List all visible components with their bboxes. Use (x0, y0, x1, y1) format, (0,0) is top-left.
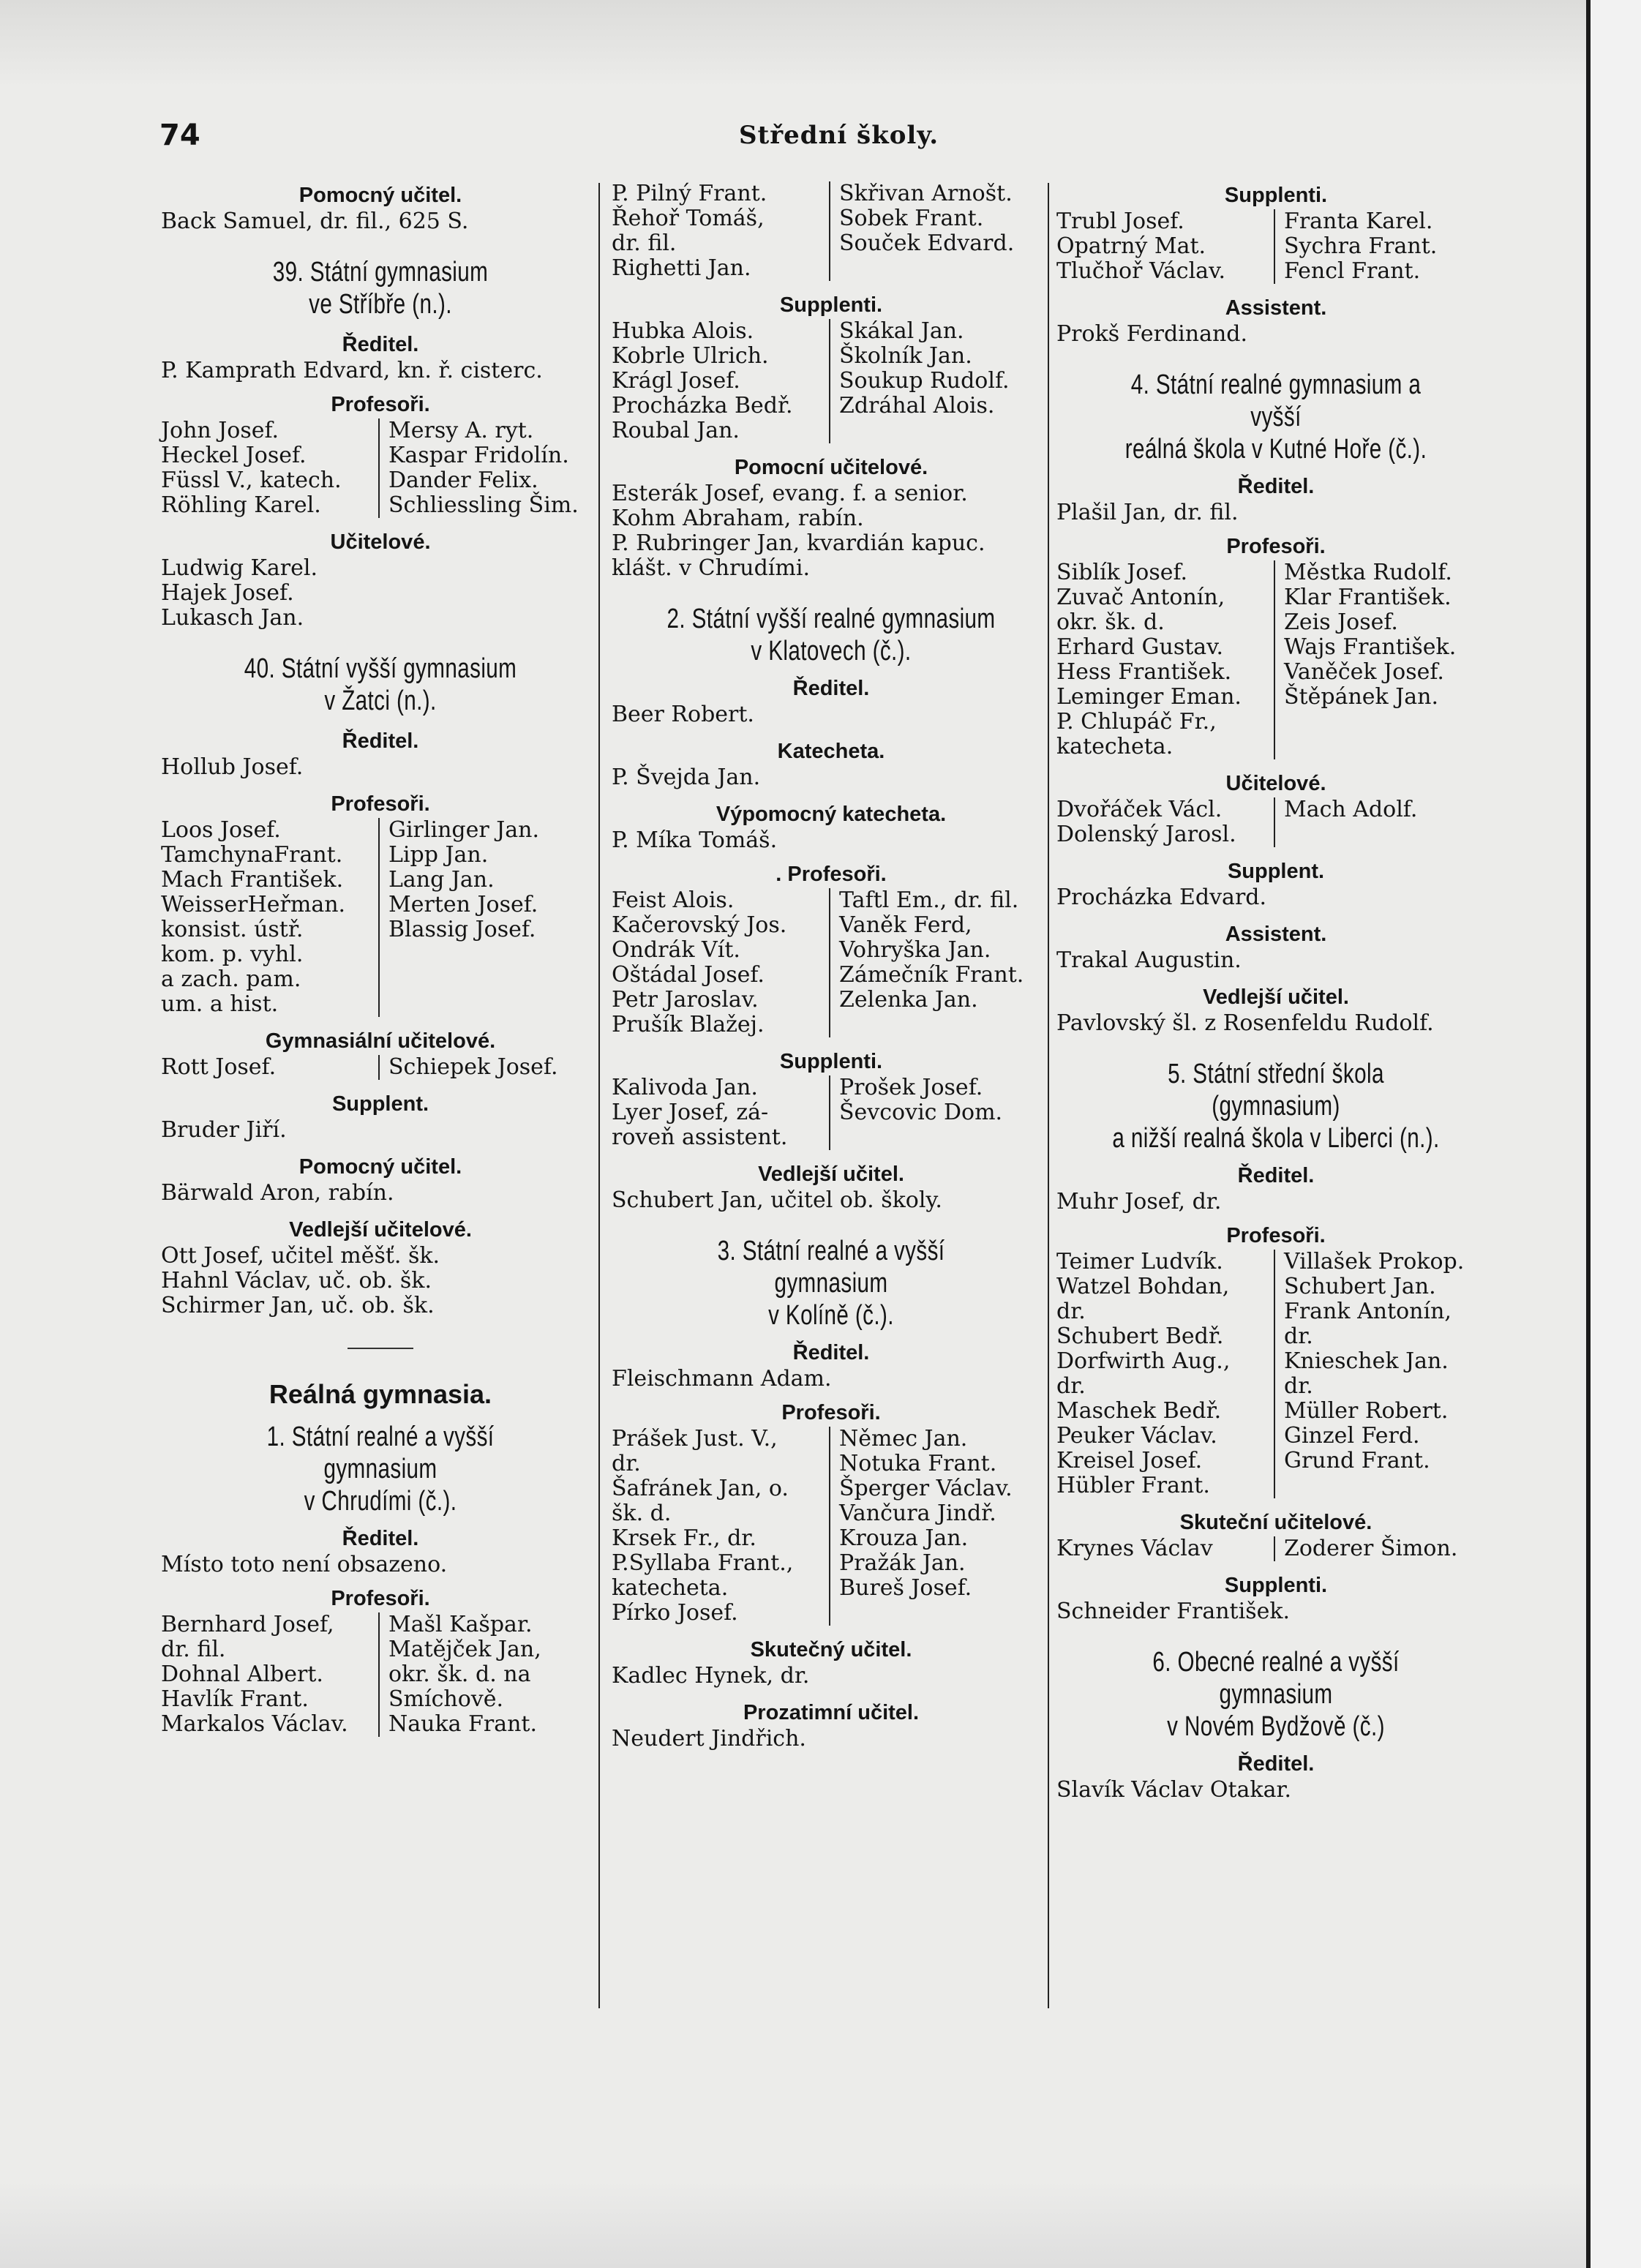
entry: Skřivan Arnošt. (839, 181, 1013, 206)
entry: Kohm Abraham, rabín. (612, 506, 864, 531)
section-heading: Profesoři. (1226, 1224, 1326, 1247)
entry: konsist. ústř. (161, 917, 304, 942)
entry: Bruder Jiří. (161, 1117, 287, 1143)
entry: Plašil Jan, dr. fil. (1056, 500, 1239, 525)
section-heading: Assistent. (1225, 923, 1327, 946)
section-heading: Gymnasiální učitelové. (265, 1029, 496, 1053)
entry: Sobek Frant. (839, 206, 984, 231)
entry: Zuvač Antonín, (1056, 585, 1225, 610)
entry: Zelenka Jan. (839, 987, 978, 1013)
entry: dr. fil. (161, 1637, 226, 1662)
entry: Vaněček Josef. (1284, 659, 1444, 685)
entry: Blassig Josef. (388, 917, 536, 942)
two-column-list (161, 1612, 600, 1737)
entry: Schubert Jan. (1284, 1274, 1436, 1299)
entry: Knieschek Jan. (1284, 1348, 1449, 1374)
section-heading: Pomocný učitel. (298, 184, 462, 207)
entry: Němec Jan. (839, 1426, 968, 1452)
school-title: 39. Státní gymnasium (272, 257, 489, 288)
entry: Röhling Karel. (161, 492, 321, 518)
entry: P. Pilný Frant. (612, 181, 767, 206)
entry: Teimer Ludvík. (1056, 1249, 1223, 1274)
entry: Vančura Jindř. (839, 1501, 996, 1526)
entry: P. Rubringer Jan, kvardián kapuc. (612, 530, 985, 556)
entry: Back Samuel, dr. fil., 625 S. (161, 209, 469, 234)
section-heading: Ředitel. (342, 1527, 419, 1550)
entry: Prošek Josef. (839, 1075, 983, 1100)
entry: Oštádal Josef. (612, 962, 765, 988)
section-heading: Prozatimní učitel. (743, 1701, 920, 1724)
entry: Trakal Augustin. (1056, 947, 1242, 973)
entry: Fleischmann Adam. (612, 1366, 832, 1392)
entry: Školník Jan. (839, 343, 972, 369)
section-heading: Assistent. (1225, 296, 1327, 320)
section-heading: . Profesoři. (776, 863, 887, 886)
entry: Leminger Eman. (1056, 684, 1242, 710)
school-title: reálná škola v Kutné Hoře (č.). (1124, 434, 1427, 465)
entry: Kadlec Hynek, dr. (612, 1663, 810, 1689)
entry: Tlučhoř Václav. (1056, 258, 1225, 284)
entry: Dorfwirth Aug., (1056, 1348, 1231, 1374)
entry: Prokš Ferdinand. (1056, 321, 1248, 347)
section-heading: Skuteční učitelové. (1179, 1511, 1372, 1534)
school-title: 1. Státní realné a vyšší gymnasium (266, 1422, 495, 1484)
school-title: a nižší realná škola v Liberci (n.). (1112, 1123, 1440, 1154)
section-heading: Profesoři. (331, 393, 430, 416)
entry: John Josef. (161, 418, 279, 443)
entry: Souček Edvard. (839, 230, 1015, 256)
entry: Ludwig Karel. (161, 555, 318, 581)
entry: Heckel Josef. (161, 443, 307, 468)
entry: Trubl Josef. (1056, 209, 1184, 234)
section-heading: Ředitel. (1237, 1752, 1315, 1776)
entry: Fencl Frant. (1284, 258, 1421, 284)
school-title: v Kolíně (č.). (768, 1300, 894, 1331)
two-column-list (1056, 560, 1495, 759)
two-column-list (161, 418, 600, 518)
entry: Mašl Kašpar. (388, 1612, 533, 1637)
entry: Nauka Frant. (388, 1711, 538, 1737)
entry: Dvořáček Václ. (1056, 797, 1223, 822)
two-column-list (161, 818, 600, 1017)
school-title: 2. Státní vyšší realné gymnasium (666, 604, 996, 634)
entry: TamchynaFrant. (161, 842, 343, 868)
section-heading: Ředitel. (1237, 475, 1315, 498)
entry: Maschek Bedř. (1056, 1398, 1222, 1424)
entry: Procházka Edvard. (1056, 885, 1267, 910)
school-title: 6. Obecné realné a vyšší gymnasium (1152, 1647, 1400, 1710)
entry: Roubal Jan. (612, 418, 740, 443)
entry: Wajs František. (1284, 634, 1457, 660)
entry: Lang Jan. (388, 867, 495, 893)
entry: Franta Karel. (1284, 209, 1433, 234)
school-title: v Novém Bydžově (č.) (1167, 1711, 1385, 1742)
section-heading: Supplenti. (779, 293, 883, 317)
entry: P. Kamprath Edvard, kn. ř. cisterc. (161, 358, 543, 383)
entry: Šperger Václav. (839, 1476, 1013, 1501)
entry: Opatrný Mat. (1056, 233, 1206, 259)
entry: Loos Josef. (161, 817, 281, 843)
entry: Procházka Bedř. (612, 393, 793, 418)
entry: Ginzel Ferd. (1284, 1423, 1420, 1449)
two-column-list (1056, 797, 1495, 847)
part-heading: Reálná gymnasia. (269, 1379, 492, 1409)
entry: Šafránek Jan, o. (612, 1476, 789, 1501)
entry: Watzel Bohdan, (1056, 1274, 1230, 1299)
two-column-list (612, 181, 1051, 281)
section-heading: Učitelové. (1225, 772, 1326, 795)
section-heading: Profesoři. (331, 1587, 430, 1610)
entry: Hollub Josef. (161, 754, 304, 780)
entry: kom. p. vyhl. (161, 942, 304, 967)
entry: Frank Antonín, (1284, 1299, 1452, 1324)
entry: Markalos Václav. (161, 1711, 348, 1737)
entry: Erhard Gustav. (1056, 634, 1224, 660)
entry: Řehoř Tomáš, (612, 206, 765, 231)
school-title: 4. Státní realné gymnasium a vyšší (1130, 369, 1422, 432)
section-heading: Ředitel. (792, 1341, 870, 1364)
entry: Zoderer Šimon. (1284, 1536, 1458, 1561)
two-column-list (1056, 209, 1495, 284)
section-heading: Supplenti. (779, 1050, 883, 1073)
section-heading: Supplent. (1227, 860, 1325, 883)
entry: Kreisel Josef. (1056, 1448, 1203, 1473)
entry: Skákal Jan. (839, 318, 964, 344)
entry: Petr Jaroslav. (612, 987, 759, 1013)
entry: Krsek Fr., dr. (612, 1525, 756, 1551)
two-column-list (612, 1427, 1051, 1626)
section-heading: Supplent. (331, 1092, 429, 1116)
entry: Krynes Václav (1056, 1536, 1213, 1561)
school-title: v Klatovech (č.). (751, 636, 912, 666)
entry: okr. šk. d. na (388, 1661, 531, 1687)
section-heading: Vedlejší učitelové. (289, 1218, 472, 1242)
entry: Neudert Jindřich. (612, 1726, 806, 1751)
two-column-list (1056, 1536, 1495, 1561)
entry: Mersy A. ryt. (388, 418, 534, 443)
entry: Místo toto není obsazeno. (161, 1552, 448, 1577)
school-title: 5. Státní střední škola (gymnasium) (1168, 1059, 1384, 1122)
entry: Peuker Václav. (1056, 1423, 1217, 1449)
entry: katecheta. (1056, 734, 1174, 759)
section-heading: Skutečný učitel. (750, 1638, 912, 1661)
page-margin (1591, 0, 1641, 2268)
entry: P.Syllaba Frant., (612, 1550, 794, 1576)
section-heading: Profesoři. (781, 1401, 881, 1424)
entry: Girlinger Jan. (388, 817, 540, 843)
entry: Villašek Prokop. (1284, 1249, 1465, 1274)
entry: Kalivoda Jan. (612, 1075, 758, 1100)
entry: Sychra Frant. (1284, 233, 1438, 259)
section-heading: Pomocní učitelové. (734, 456, 928, 479)
section-heading: Ředitel. (792, 677, 870, 700)
section-heading: Výpomocný katecheta. (716, 803, 947, 826)
entry: P. Švejda Jan. (612, 765, 761, 790)
entry: Müller Robert. (1284, 1398, 1449, 1424)
column-2 (612, 181, 1051, 1751)
entry: šk. d. (612, 1501, 672, 1526)
entry: dr. (1284, 1373, 1313, 1399)
entry: Zdráhal Alois. (839, 393, 995, 418)
entry: Prášek Just. V., (612, 1426, 778, 1452)
entry: Taftl Em., dr. fil. (839, 887, 1019, 913)
entry: Zámečník Frant. (839, 962, 1024, 988)
two-column-list (612, 888, 1051, 1037)
two-column-list (161, 1055, 600, 1080)
section-heading: Ředitel. (1237, 1164, 1315, 1187)
entry: Soukup Rudolf. (839, 368, 1010, 394)
entry: dr. fil. (612, 230, 677, 256)
school-title: 40. Státní vyšší gymnasium (244, 653, 517, 684)
page-number: 74 (159, 119, 200, 152)
entry: Krouza Jan. (839, 1525, 969, 1551)
entry: Feist Alois. (612, 887, 735, 913)
entry: Dohnal Albert. (161, 1661, 323, 1687)
entry: Schubert Jan, učitel ob. školy. (612, 1187, 942, 1213)
entry: Vaněk Ferd, (839, 912, 972, 938)
section-heading: Supplenti. (1224, 1574, 1328, 1597)
entry: Grund Frant. (1284, 1448, 1430, 1473)
entry: dr. (1056, 1299, 1086, 1324)
entry: Lipp Jan. (388, 842, 489, 868)
entry: Kačerovský Jos. (612, 912, 787, 938)
entry: Dander Felix. (388, 468, 538, 493)
entry: dr. (1284, 1323, 1313, 1349)
section-heading: Vedlejší učitel. (1203, 985, 1349, 1009)
entry: Hajek Josef. (161, 580, 294, 606)
section-heading: Učitelové. (330, 530, 431, 554)
entry: Slavík Václav Otakar. (1056, 1777, 1292, 1803)
entry: um. a hist. (161, 991, 279, 1017)
entry: Klar František. (1284, 585, 1452, 610)
entry: dr. (1056, 1373, 1086, 1399)
entry: Muhr Josef, dr. (1056, 1189, 1222, 1214)
entry: Prušík Blažej. (612, 1012, 765, 1037)
section-heading: Pomocný učitel. (298, 1155, 462, 1179)
entry: klášt. v Chrudími. (612, 555, 810, 581)
entry: Kaspar Fridolín. (388, 443, 569, 468)
entry: katecheta. (612, 1575, 729, 1601)
entry: Schubert Bedř. (1056, 1323, 1224, 1349)
entry: dr. (612, 1451, 641, 1476)
column-1 (161, 181, 600, 1737)
two-column-list (612, 1075, 1051, 1150)
section-heading: Vedlejší učitel. (758, 1163, 904, 1186)
entry: Pavlovský šl. z Rosenfeldu Rudolf. (1056, 1010, 1434, 1036)
section-heading: Profesoři. (1226, 535, 1326, 558)
entry: Schneider František. (1056, 1599, 1291, 1624)
entry: Městka Rudolf. (1284, 560, 1452, 585)
section-heading: Supplenti. (1224, 184, 1328, 207)
entry: okr. šk. d. (1056, 609, 1165, 635)
entry: Smíchově. (388, 1686, 504, 1712)
column-3 (1056, 181, 1495, 1803)
school-title: ve Stříbře (n.). (309, 289, 452, 320)
entry: Schliessling Šim. (388, 492, 579, 518)
entry: Bernhard Josef, (161, 1612, 334, 1637)
entry: P. Chlupáč Fr., (1056, 709, 1217, 735)
school-title: v Žatci (n.). (324, 686, 437, 716)
school-title: 3. Státní realné a vyšší gymnasium (717, 1236, 945, 1299)
entry: Schiepek Josef. (388, 1054, 558, 1080)
entry: Hahnl Václav, uč. ob. šk. (161, 1268, 432, 1293)
section-heading: Katecheta. (777, 740, 885, 763)
entry: Righetti Jan. (612, 255, 751, 281)
entry: Bureš Josef. (839, 1575, 972, 1601)
entry: WeisserHeřman. (161, 892, 346, 917)
entry: Mach Adolf. (1284, 797, 1418, 822)
entry: Merten Josef. (388, 892, 538, 917)
entry: a zach. pam. (161, 966, 301, 992)
entry: Krágl Josef. (612, 368, 740, 394)
entry: Hubka Alois. (612, 318, 754, 344)
running-title: Střední školy. (739, 121, 939, 150)
entry: Ondrák Vít. (612, 937, 740, 963)
entry: roveň assistent. (612, 1124, 788, 1150)
entry: Štěpánek Jan. (1284, 684, 1439, 710)
entry: Ševcovic Dom. (839, 1100, 1003, 1125)
entry: Schirmer Jan, uč. ob. šk. (161, 1293, 435, 1318)
entry: Mach František. (161, 867, 344, 893)
section-heading: Profesoři. (331, 792, 430, 816)
entry: Pražák Jan. (839, 1550, 966, 1576)
entry: Lyer Josef, zá- (612, 1100, 769, 1125)
entry: Esterák Josef, evang. f. a senior. (612, 481, 968, 506)
entry: Bärwald Aron, rabín. (161, 1180, 394, 1206)
entry: Notuka Frant. (839, 1451, 997, 1476)
entry: Vohryška Jan. (839, 937, 991, 963)
section-heading: Ředitel. (342, 333, 419, 356)
entry: Beer Robert. (612, 702, 754, 727)
entry: Dolenský Jarosl. (1056, 822, 1236, 847)
entry: Hess František. (1056, 659, 1232, 685)
entry: Siblík Josef. (1056, 560, 1188, 585)
entry: Lukasch Jan. (161, 605, 304, 631)
entry: Rott Josef. (161, 1054, 277, 1080)
entry: Hübler Frant. (1056, 1473, 1210, 1498)
entry: Havlík Frant. (161, 1686, 309, 1712)
entry: Ott Josef, učitel měšť. šk. (161, 1243, 440, 1269)
entry: P. Míka Tomáš. (612, 827, 778, 853)
entry: Kobrle Ulrich. (612, 343, 769, 369)
entry: Pírko Josef. (612, 1600, 738, 1626)
entry: Füssl V., katech. (161, 468, 342, 493)
two-column-list (1056, 1250, 1495, 1498)
entry: Matějček Jan, (388, 1637, 541, 1662)
two-column-list (612, 319, 1051, 443)
section-heading: Ředitel. (342, 729, 419, 753)
entry: Zeis Josef. (1284, 609, 1398, 635)
school-title: v Chrudími (č.). (304, 1486, 457, 1517)
